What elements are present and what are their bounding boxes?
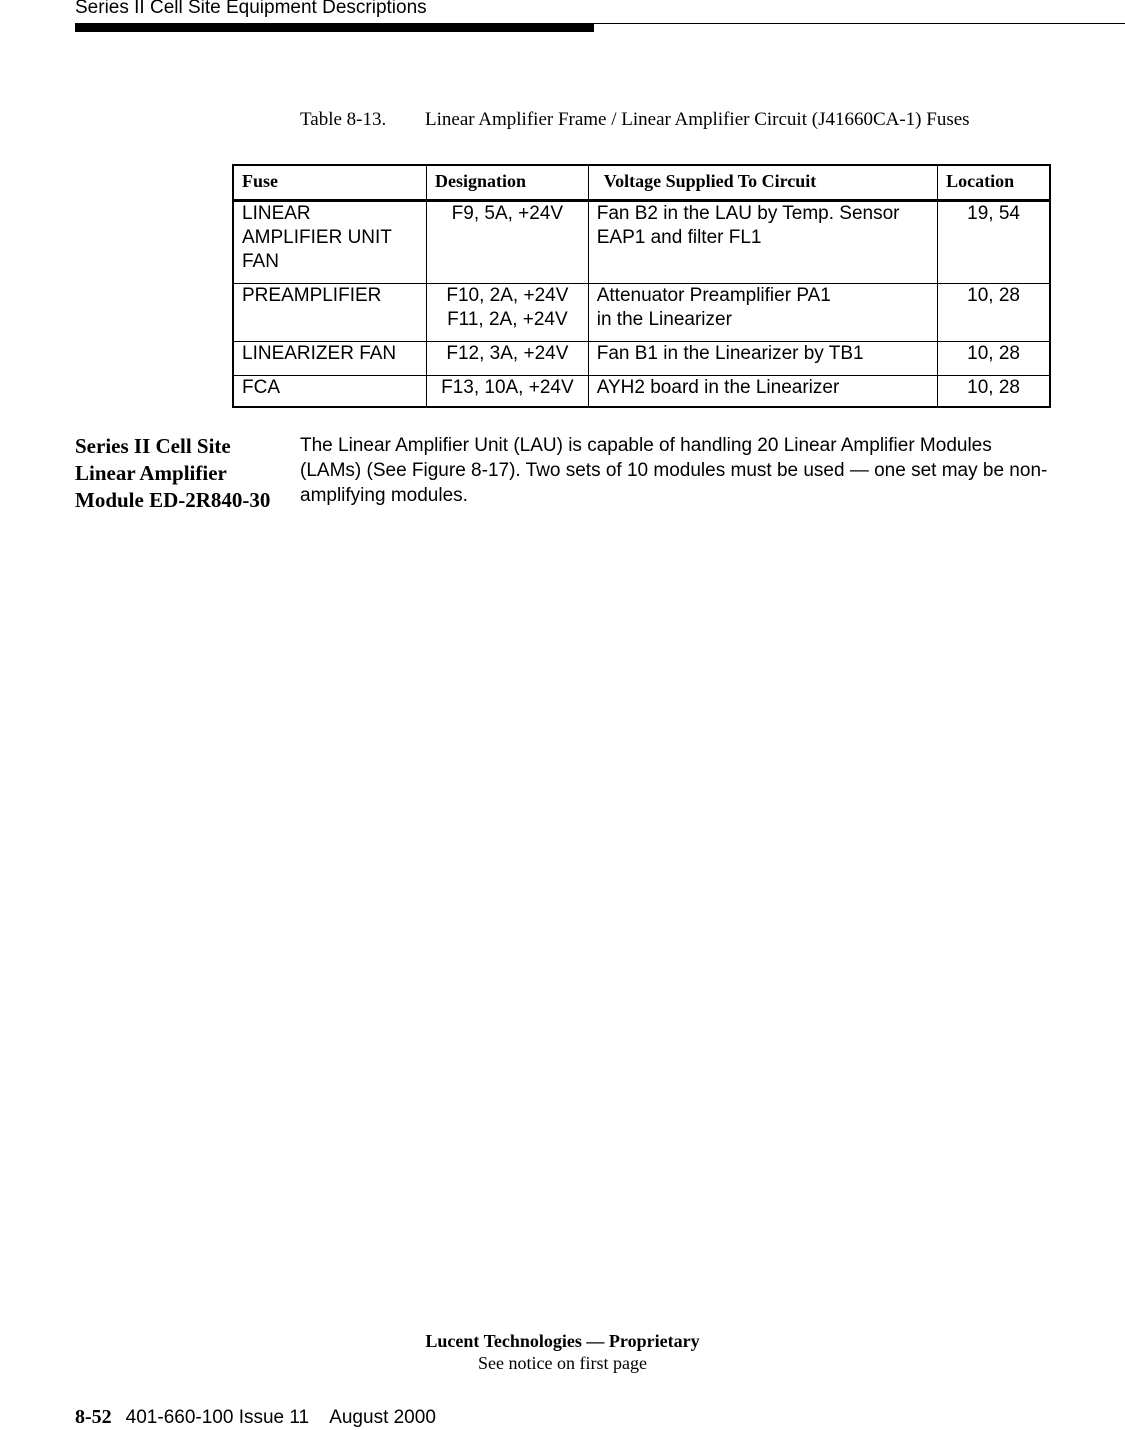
running-header: Series II Cell Site Equipment Descriptions bbox=[75, 0, 427, 18]
cell-voltage bbox=[588, 376, 937, 408]
footer-company: Lucent Technologies — Proprietary bbox=[425, 1331, 700, 1351]
cell-line: F9, 5A, +24V bbox=[451, 203, 564, 224]
column-header-designation: Designation bbox=[427, 165, 589, 201]
table-row bbox=[233, 342, 1050, 376]
cell-line: in the Linearizer bbox=[596, 309, 732, 330]
cell-fuse bbox=[233, 201, 427, 284]
cell-location: 10, 28 bbox=[938, 376, 1050, 408]
cell-designation bbox=[427, 342, 589, 376]
section-heading: Series II Cell Site Linear Amplifier Module ED-2R840-30 bbox=[75, 434, 271, 512]
cell-location: 19, 54 bbox=[938, 201, 1050, 284]
cell-line: F10, 2A, +24V bbox=[446, 285, 569, 306]
cell-fuse bbox=[233, 284, 427, 342]
cell-line: FAN bbox=[242, 251, 279, 272]
table-header-row bbox=[233, 165, 1050, 201]
cell-line: AYH2 board in the Linearizer bbox=[596, 377, 840, 398]
cell-line: PREAMPLIFIER bbox=[242, 285, 382, 306]
column-header-location: Location bbox=[938, 165, 1050, 201]
cell-line: LINEAR bbox=[242, 203, 311, 224]
table-row bbox=[233, 201, 1050, 284]
cell-line: EAP1 and filter FL1 bbox=[596, 227, 762, 248]
cell-fuse bbox=[233, 342, 427, 376]
cell-designation bbox=[427, 376, 589, 408]
section-body: The Linear Amplifier Unit (LAU) is capable of handling 20 Linear Amplifier Modules (LAMs) (See Figure 8-17). Two sets of 10 modules must be used — one set may be non-amplifying modules. bbox=[300, 435, 1048, 506]
table-caption-text: Linear Amplifier Frame / Linear Amplifier Circuit (J41660CA-1) Fuses bbox=[425, 109, 970, 130]
page-number: 8-52 bbox=[75, 1406, 112, 1428]
cell-line: FCA bbox=[242, 377, 280, 398]
header-thick-rule bbox=[75, 24, 594, 32]
cell-voltage bbox=[588, 342, 937, 376]
footer-page-info bbox=[75, 1406, 436, 1429]
cell-fuse bbox=[233, 376, 427, 408]
cell-line: Attenuator Preamplifier PA1 bbox=[596, 285, 831, 306]
cell-line: Fan B1 in the Linearizer by TB1 bbox=[596, 343, 864, 364]
column-header-voltage: Voltage Supplied To Circuit bbox=[588, 165, 937, 201]
table-row bbox=[233, 284, 1050, 342]
cell-line: F12, 3A, +24V bbox=[446, 343, 569, 364]
table-label: Table 8-13. bbox=[300, 109, 387, 130]
cell-designation bbox=[427, 284, 589, 342]
doc-info: 401-660-100 Issue 11 August 2000 bbox=[125, 1407, 436, 1428]
footer-notice: See notice on first page bbox=[478, 1353, 647, 1373]
cell-line: LINEARIZER FAN bbox=[242, 343, 397, 364]
cell-voltage bbox=[588, 201, 937, 284]
cell-location: 10, 28 bbox=[938, 284, 1050, 342]
cell-designation bbox=[427, 201, 589, 284]
table-row bbox=[233, 376, 1050, 408]
fuse-table bbox=[232, 164, 1051, 408]
cell-line: F13, 10A, +24V bbox=[441, 377, 574, 398]
cell-line: F11, 2A, +24V bbox=[447, 309, 568, 330]
cell-line: Fan B2 in the LAU by Temp. Sensor bbox=[596, 203, 900, 224]
cell-location: 10, 28 bbox=[938, 342, 1050, 376]
cell-line: AMPLIFIER UNIT bbox=[242, 227, 392, 248]
column-header-fuse: Fuse bbox=[233, 165, 427, 201]
cell-voltage bbox=[588, 284, 937, 342]
